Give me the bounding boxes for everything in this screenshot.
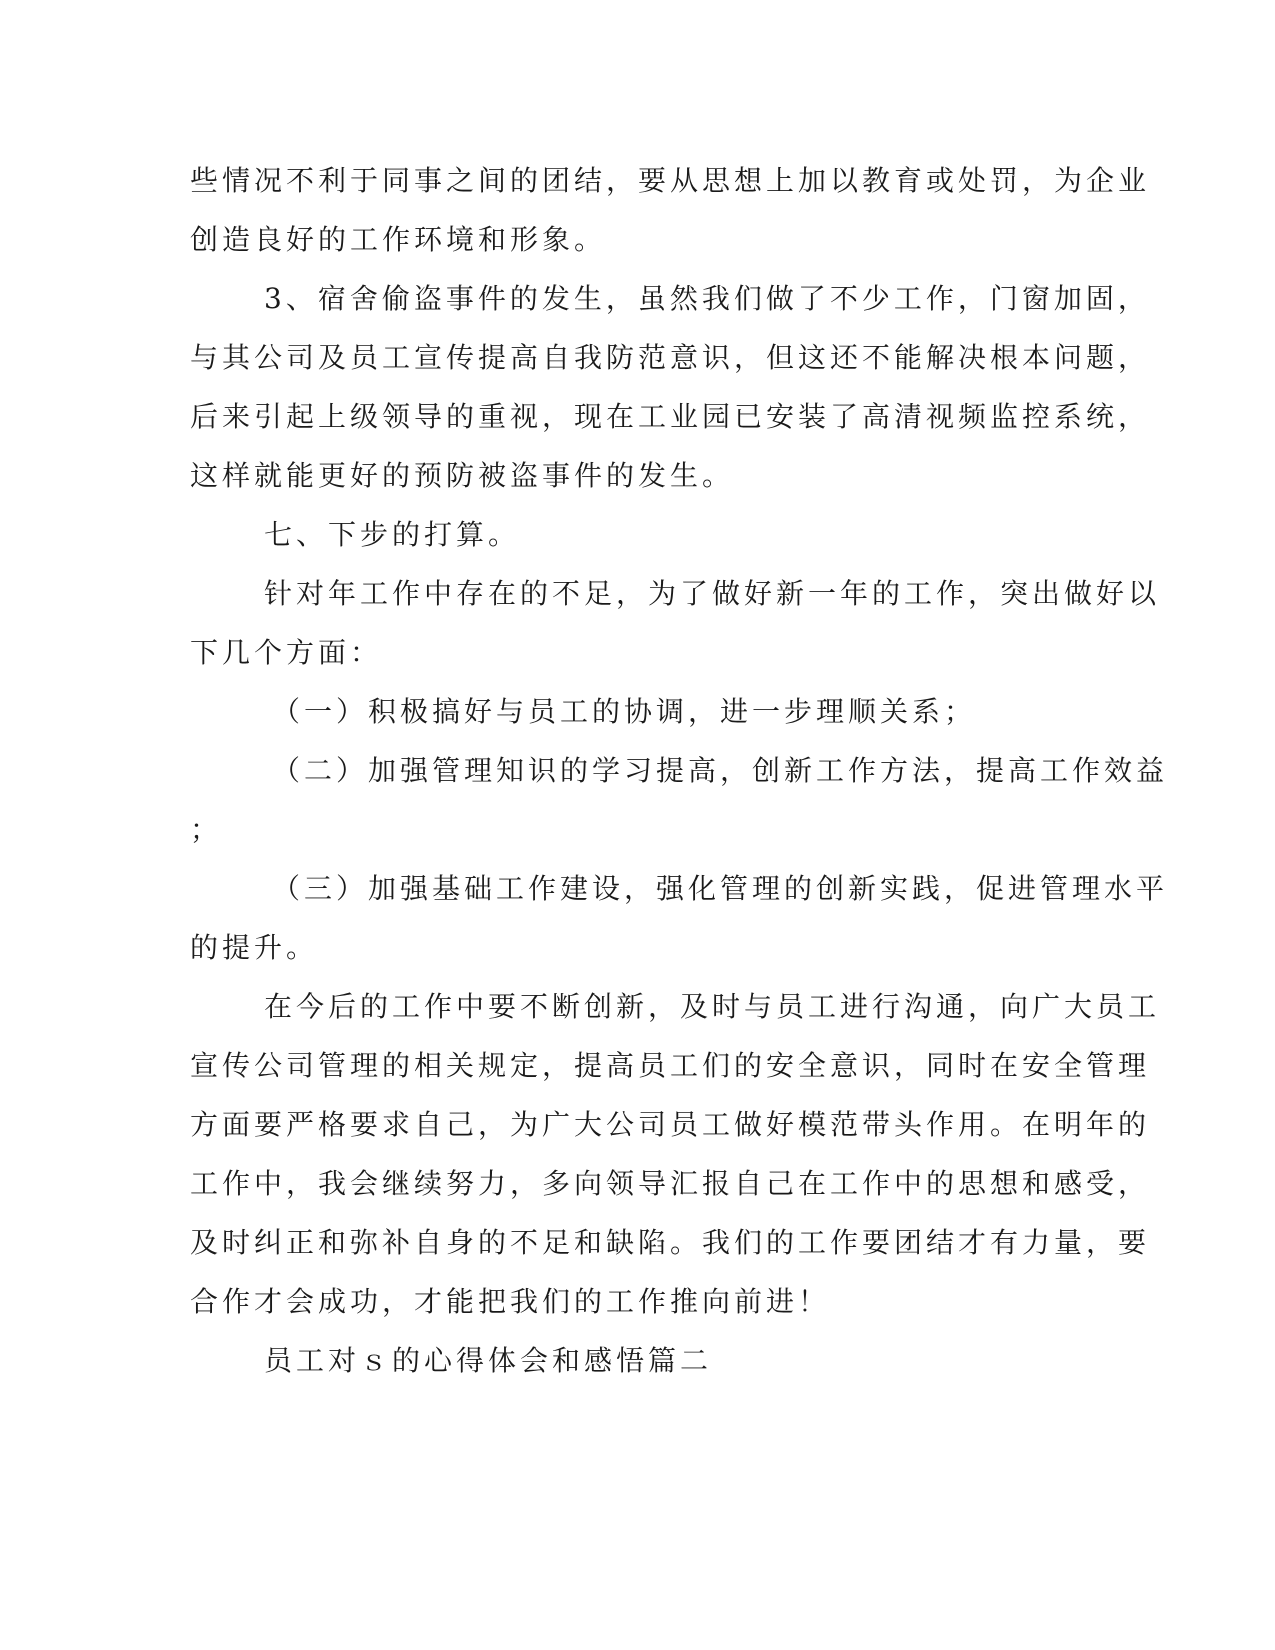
text-line: 方面要严格要求自己，为广大公司员工做好模范带头作用。在明年的 bbox=[190, 1108, 1151, 1141]
text-line: 与其公司及员工宣传提高自我防范意识，但这还不能解决根本问题， bbox=[190, 341, 1151, 374]
text-line: 些情况不利于同事之间的团结，要从思想上加以教育或处罚，为企业 bbox=[190, 164, 1151, 197]
list-item: （一）积极搞好与员工的协调，进一步理顺关系； bbox=[272, 695, 977, 728]
text-line: 后来引起上级领导的重视，现在工业园已安装了高清视频监控系统， bbox=[190, 400, 1151, 433]
text-line: 合作才会成功，才能把我们的工作推向前进！ bbox=[190, 1285, 831, 1318]
text-line: 针对年工作中存在的不足，为了做好新一年的工作，突出做好以 bbox=[264, 577, 1161, 610]
text-line: 下几个方面： bbox=[190, 636, 383, 669]
text-line: 宣传公司管理的相关规定，提高员工们的安全意识，同时在安全管理 bbox=[190, 1049, 1151, 1082]
text-line: 在今后的工作中要不断创新，及时与员工进行沟通，向广大员工 bbox=[264, 990, 1161, 1023]
text-line: 的提升。 bbox=[190, 931, 319, 964]
list-item: （二）加强管理知识的学习提高，创新工作方法，提高工作效益 bbox=[272, 754, 1169, 787]
text-line: 创造良好的工作环境和形象。 bbox=[190, 223, 607, 256]
text-line: ； bbox=[190, 813, 223, 846]
text-line: 工作中，我会继续努力，多向领导汇报自己在工作中的思想和感受， bbox=[190, 1167, 1151, 1200]
text-line: 这样就能更好的预防被盗事件的发生。 bbox=[190, 459, 735, 492]
text-line: 及时纠正和弥补自身的不足和缺陷。我们的工作要团结才有力量，要 bbox=[190, 1226, 1151, 1259]
section-title: 员工对ｓ的心得体会和感悟篇二 bbox=[264, 1344, 713, 1377]
text-line: 3、宿舍偷盗事件的发生，虽然我们做了不少工作，门窗加固， bbox=[264, 282, 1150, 315]
section-heading: 七、下步的打算。 bbox=[264, 518, 521, 551]
list-item: （三）加强基础工作建设，强化管理的创新实践，促进管理水平 bbox=[272, 872, 1169, 905]
